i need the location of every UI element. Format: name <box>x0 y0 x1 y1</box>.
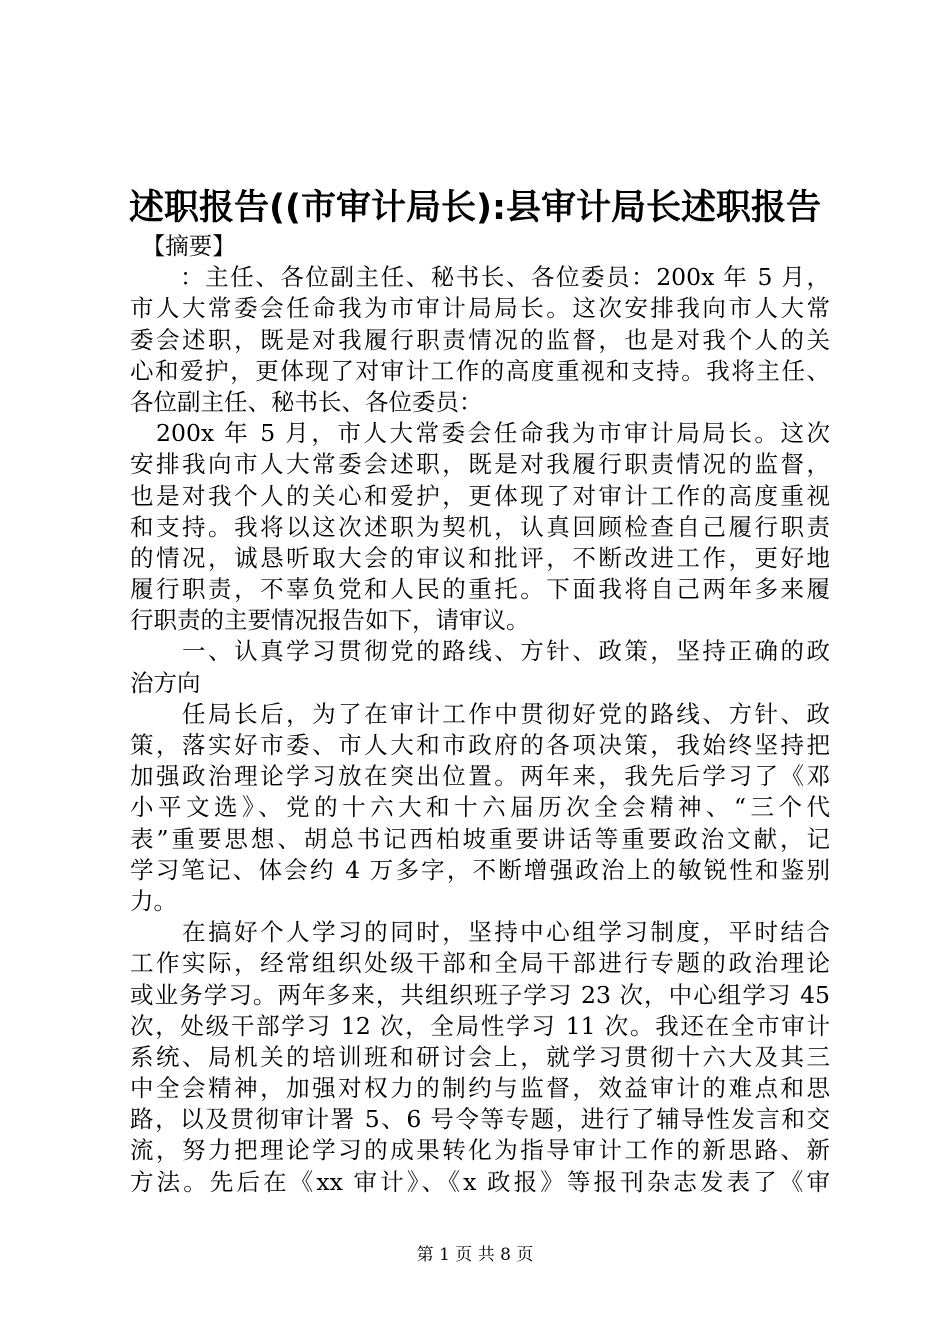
body-line: 力。 <box>130 886 177 915</box>
body-line: 安排我向市人大常委会述职，既是对我履行职责情况的监督， <box>130 450 830 479</box>
body-line: 路，以及贯彻审计署 5、6 号令等专题，进行了辅导性发言和交 <box>130 1105 830 1134</box>
body-line: 和支持。我将以这次述职为契机，认真回顾检查自己履行职责 <box>130 512 830 541</box>
body-line: 200x 年 5 月，市人大常委会任命我为市审计局局长。这次 <box>130 419 830 448</box>
body-line: 的情况，诚恳听取大会的审议和批评，不断改进工作，更好地 <box>130 543 830 572</box>
page-footer: 第 1 页 共 8 页 <box>416 1245 534 1265</box>
body-line: 学习笔记、体会约 4 万多字，不断增强政治上的敏锐性和鉴别 <box>130 855 830 884</box>
body-line: 流，努力把理论学习的成果转化为指导审计工作的新思路、新 <box>130 1136 830 1165</box>
body-line: 也是对我个人的关心和爱护，更体现了对审计工作的高度重视 <box>130 481 830 510</box>
body-line: 任局长后，为了在审计工作中贯彻好党的路线、方针、政 <box>130 699 830 728</box>
body-line: 市人大常委会任命我为市审计局局长。这次安排我向市人大常 <box>130 294 830 323</box>
body-line: 系统、局机关的培训班和研讨会上，就学习贯彻十六大及其三 <box>130 1042 830 1071</box>
body-line: 中全会精神，加强对权力的制约与监督，效益审计的难点和思 <box>130 1074 830 1103</box>
body-line: 策，落实好市委、市人大和市政府的各项决策，我始终坚持把 <box>130 731 830 759</box>
body-line: 【摘要】 <box>130 232 236 260</box>
body-line: 心和爱护，更体现了对审计工作的高度重视和支持。我将主任、 <box>130 356 830 385</box>
body-line: 履行职责，不辜负党和人民的重托。下面我将自己两年多来履 <box>130 575 830 604</box>
document-title: 述职报告((市审计局长):县审计局长述职报告 <box>129 188 821 228</box>
body-line: 委会述职，既是对我履行职责情况的监督，也是对我个人的关 <box>130 325 830 354</box>
body-line: 在搞好个人学习的同时，坚持中心组学习制度，平时结合 <box>130 918 830 947</box>
body-line: 各位副主任、秘书长、各位委员： <box>130 387 483 416</box>
body-line: 方法。先后在《xx 审计》、《x 政报》等报刊杂志发表了《审 <box>130 1167 830 1196</box>
document-body <box>130 231 830 1198</box>
body-line: 工作实际，经常组织处级干部和全局干部进行专题的政治理论 <box>130 949 830 978</box>
body-line: 或业务学习。两年多来，共组织班子学习 23 次，中心组学习 45 <box>130 980 830 1009</box>
body-line: 一、认真学习贯彻党的路线、方针、政策，坚持正确的政 <box>130 637 830 666</box>
body-line: 次，处级干部学习 12 次，全局性学习 11 次。我还在全市审计 <box>130 1011 830 1040</box>
body-line: ：主任、各位副主任、秘书长、各位委员：200x 年 5 月， <box>130 263 830 292</box>
body-line: 小平文选》、党的十六大和十六届历次全会精神、“三个代 <box>130 793 830 822</box>
body-line: 行职责的主要情况报告如下，请审议。 <box>130 606 530 635</box>
body-line: 加强政治理论学习放在突出位置。两年来，我先后学习了《邓 <box>130 762 830 791</box>
body-line: 治方向 <box>130 668 201 697</box>
body-line: 表”重要思想、胡总书记西柏坡重要讲话等重要政治文献，记 <box>130 824 830 853</box>
